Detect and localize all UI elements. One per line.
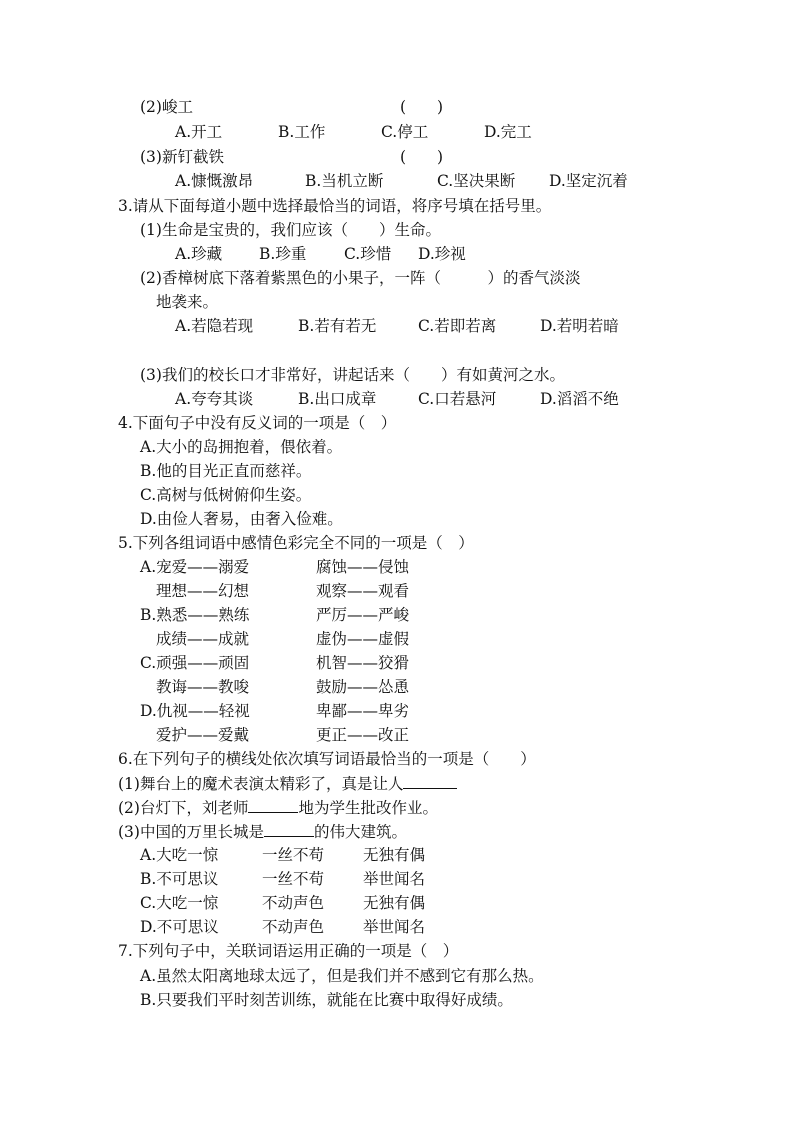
q4-option-a[interactable]: A.大小的岛拥抱着，偎依着。 bbox=[140, 438, 343, 456]
q6-option-c-3: 无独有偶 bbox=[363, 894, 426, 912]
q5-row-c2-left: 教诲——教唆 bbox=[156, 678, 250, 696]
q5-title: 5.下列各组词语中感情色彩完全不同的一项是（ ） bbox=[118, 534, 474, 552]
q4-option-c[interactable]: C.高树与低树俯仰生姿。 bbox=[140, 486, 312, 504]
q3-sub1-option-a[interactable]: A.珍藏 bbox=[175, 245, 223, 263]
q3-sub1: (1)生命是宝贵的，我们应该（ ）生命。 bbox=[140, 221, 441, 239]
q3-sub2-option-d[interactable]: D.若明若暗 bbox=[540, 317, 619, 335]
q6-option-a-1[interactable]: A.大吃一惊 bbox=[140, 846, 219, 864]
q3-sub2-line2: 地袭来。 bbox=[156, 293, 219, 311]
q2-sub3-option-a[interactable]: A.慷慨激昂 bbox=[175, 172, 254, 190]
q6-s2-text-b: 地为学生批改作业。 bbox=[298, 799, 438, 817]
q7-option-b[interactable]: B.只要我们平时刻苦训练，就能在比赛中取得好成绩。 bbox=[140, 991, 513, 1009]
q6-s2-blank[interactable] bbox=[248, 797, 298, 813]
q2-sub2-option-a[interactable]: A.开工 bbox=[175, 123, 223, 141]
q6-title: 6.在下列句子的横线处依次填写词语最恰当的一项是（ ） bbox=[118, 750, 536, 768]
q2-sub2-label: (2)峻工 bbox=[140, 98, 193, 116]
q2-sub2-option-d[interactable]: D.完工 bbox=[484, 123, 532, 141]
q5-row-a2-left: 理想——幻想 bbox=[156, 582, 250, 600]
q3-title: 3.请从下面每道小题中选择最恰当的词语，将序号填在括号里。 bbox=[118, 197, 552, 215]
q6-s3-text-a: (3)中国的万里长城是 bbox=[118, 823, 264, 841]
q6-option-d-2: 不动声色 bbox=[262, 918, 325, 936]
q5-row-b2-right: 虚伪——虚假 bbox=[316, 630, 410, 648]
q3-sub1-option-d[interactable]: D.珍视 bbox=[418, 245, 466, 263]
q5-row-b-right: 严厉——严峻 bbox=[316, 606, 410, 624]
q5-row-a-right: 腐蚀——侵蚀 bbox=[316, 558, 410, 576]
q6-option-c-2: 不动声色 bbox=[262, 894, 325, 912]
q3-sub2-option-a[interactable]: A.若隐若现 bbox=[175, 317, 254, 335]
q3-sub2-option-c[interactable]: C.若即若离 bbox=[418, 317, 497, 335]
q7-option-a[interactable]: A.虽然太阳离地球太远了，但是我们并不感到它有那么热。 bbox=[140, 967, 544, 985]
q3-sub3-option-a[interactable]: A.夸夸其谈 bbox=[175, 390, 254, 408]
q3-sub3: (3)我们的校长口才非常好，讲起话来（ ）有如黄河之水。 bbox=[140, 366, 565, 384]
q4-title: 4.下面句子中没有反义词的一项是（ ） bbox=[118, 414, 397, 432]
q2-sub2-paren[interactable]: ( ) bbox=[400, 98, 444, 116]
q2-sub3-label: (3)新钉截铁 bbox=[140, 148, 224, 166]
q3-sub3-option-d[interactable]: D.滔滔不绝 bbox=[540, 390, 619, 408]
q6-option-b-2: 一丝不苟 bbox=[262, 870, 325, 888]
q5-row-c-right: 机智——狡猾 bbox=[316, 654, 410, 672]
q5-row-b2-left: 成绩——成就 bbox=[156, 630, 250, 648]
q6-s1-text: (1)舞台上的魔术表演太精彩了，真是让人 bbox=[118, 775, 404, 793]
q6-option-d-3: 举世闻名 bbox=[363, 918, 426, 936]
q3-sub2-option-b[interactable]: B.若有若无 bbox=[298, 317, 377, 335]
q6-option-b-3: 举世闻名 bbox=[363, 870, 426, 888]
q2-sub3-option-b[interactable]: B.当机立断 bbox=[305, 172, 384, 190]
q5-row-a-left[interactable]: A.宠爱——溺爱 bbox=[140, 558, 250, 576]
q4-option-d[interactable]: D.由俭人奢易，由奢入俭难。 bbox=[140, 510, 343, 528]
q5-row-a2-right: 观察——观看 bbox=[316, 582, 410, 600]
q6-option-a-2: 一丝不苟 bbox=[262, 846, 325, 864]
q3-sub3-option-b[interactable]: B.出口成章 bbox=[298, 390, 377, 408]
q6-s1-blank[interactable] bbox=[403, 773, 457, 789]
q2-sub2-option-c[interactable]: C.停工 bbox=[381, 123, 429, 141]
q3-sub1-option-c[interactable]: C.珍惜 bbox=[344, 245, 392, 263]
q5-row-d2-left: 爱护——爱戴 bbox=[156, 726, 250, 744]
q6-option-c-1[interactable]: C.大吃一惊 bbox=[140, 894, 219, 912]
q3-sub3-option-c[interactable]: C.口若悬河 bbox=[418, 390, 497, 408]
q6-sentence-2 bbox=[118, 797, 438, 818]
q6-option-b-1[interactable]: B.不可思议 bbox=[140, 870, 219, 888]
q6-s3-text-b: 的伟大建筑。 bbox=[313, 823, 407, 841]
q7-title: 7.下列句子中，关联词语运用正确的一项是（ ） bbox=[118, 942, 459, 960]
q6-sentence-1 bbox=[118, 773, 457, 794]
q2-sub2-option-b[interactable]: B.工作 bbox=[278, 123, 326, 141]
q5-row-d-right: 卑鄙——卑劣 bbox=[316, 702, 410, 720]
q5-row-d2-right: 更正——改正 bbox=[316, 726, 410, 744]
q3-sub1-option-b[interactable]: B.珍重 bbox=[259, 245, 307, 263]
q6-option-d-1[interactable]: D.不可思议 bbox=[140, 918, 219, 936]
q2-sub3-option-c[interactable]: C.坚决果断 bbox=[437, 172, 516, 190]
q2-sub3-paren[interactable]: ( ) bbox=[400, 148, 444, 166]
q2-sub3-option-d[interactable]: D.坚定沉着 bbox=[549, 172, 628, 190]
q3-sub2-line1: (2)香樟树底下落着紫黑色的小果子，一阵（ ）的香气淡淡 bbox=[140, 269, 581, 287]
q6-s2-text-a: (2)台灯下，刘老师 bbox=[118, 799, 249, 817]
q6-s3-blank[interactable] bbox=[264, 821, 314, 837]
q5-row-c-left[interactable]: C.顽强——顽固 bbox=[140, 654, 250, 672]
q6-sentence-3 bbox=[118, 821, 407, 842]
q4-option-b[interactable]: B.他的目光正直而慈祥。 bbox=[140, 462, 312, 480]
q6-option-a-3: 无独有偶 bbox=[363, 846, 426, 864]
q5-row-c2-right: 鼓励——怂恿 bbox=[316, 678, 410, 696]
q5-row-b-left[interactable]: B.熟悉——熟练 bbox=[140, 606, 250, 624]
q5-row-d-left[interactable]: D.仇视——轻视 bbox=[140, 702, 250, 720]
